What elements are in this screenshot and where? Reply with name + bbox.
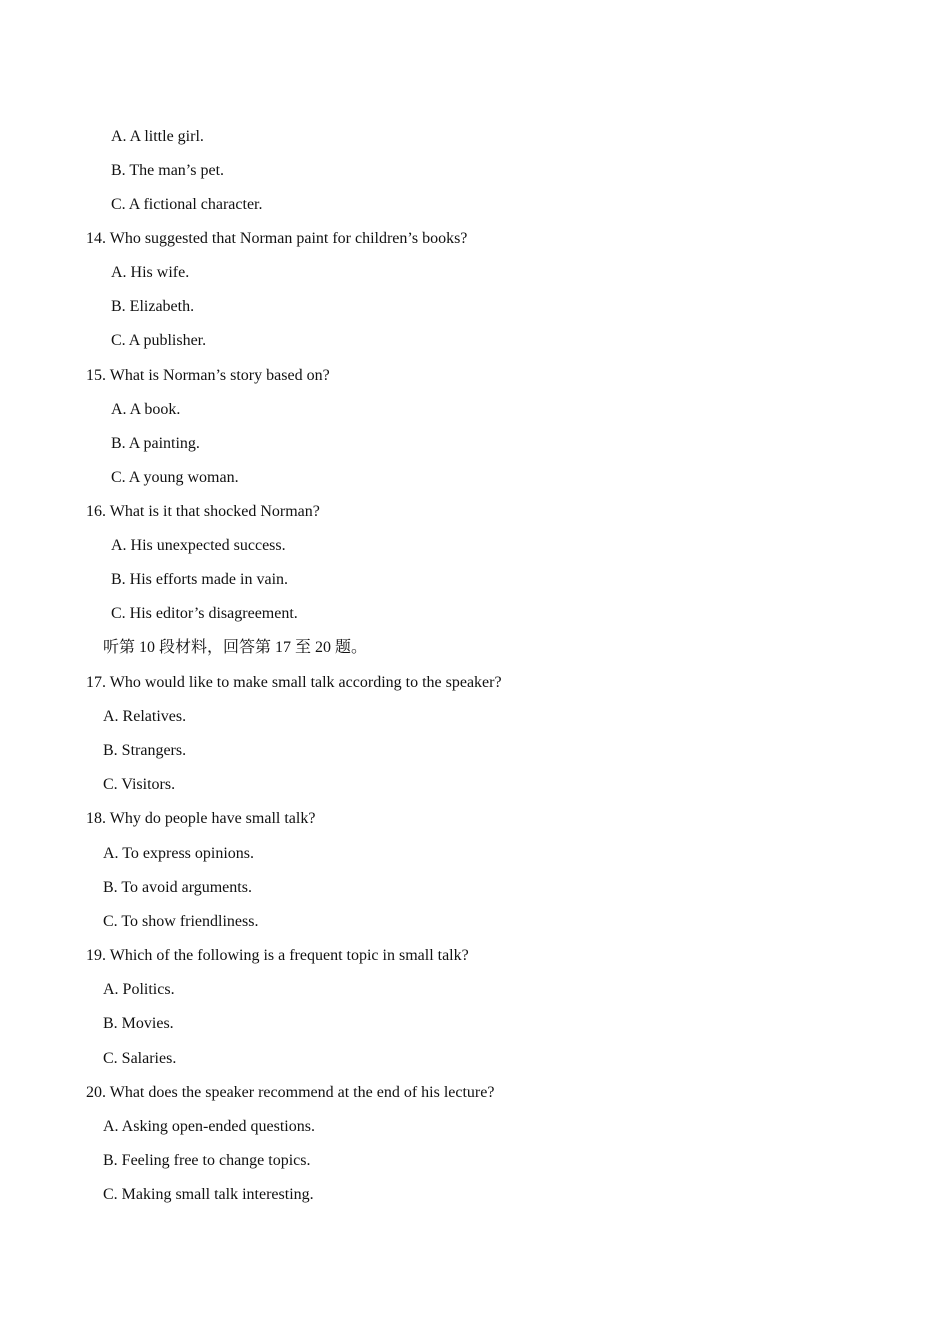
q17-option-b: B. Strangers.	[103, 742, 187, 759]
q17-option-a: A. Relatives.	[103, 708, 187, 725]
q17-option-c: C. Visitors.	[103, 776, 176, 793]
q13-option-b: B. The man’s pet.	[111, 162, 225, 179]
q18-question: 18. Why do people have small talk?	[86, 810, 316, 827]
q16-question: 16. What is it that shocked Norman?	[86, 503, 320, 520]
q18-option-c: C. To show friendliness.	[103, 913, 259, 930]
q13-option-c: C. A fictional character.	[111, 196, 263, 213]
q15-option-b: B. A painting.	[111, 435, 200, 452]
section-instruction: 听第 10 段材料，回答第 17 至 20 题。	[103, 639, 368, 656]
q19-option-a: A. Politics.	[103, 981, 175, 998]
q20-option-c: C. Making small talk interesting.	[103, 1186, 314, 1203]
q20-option-b: B. Feeling free to change topics.	[103, 1152, 311, 1169]
q16-option-c: C. His editor’s disagreement.	[111, 605, 298, 622]
q14-question: 14. Who suggested that Norman paint for children’s books?	[86, 230, 468, 247]
q16-option-b: B. His efforts made in vain.	[111, 571, 289, 588]
q15-option-a: A. A book.	[111, 401, 181, 418]
q20-question: 20. What does the speaker recommend at the end of his lecture?	[86, 1084, 495, 1101]
q13-option-a: A. A little girl.	[111, 128, 204, 145]
q16-option-a: A. His unexpected success.	[111, 537, 286, 554]
q18-option-b: B. To avoid arguments.	[103, 879, 252, 896]
q15-option-c: C. A young woman.	[111, 469, 239, 486]
q19-question: 19. Which of the following is a frequent topic in small talk?	[86, 947, 469, 964]
q15-question: 15. What is Norman’s story based on?	[86, 367, 330, 384]
q14-option-c: C. A publisher.	[111, 332, 207, 349]
q17-question: 17. Who would like to make small talk according to the speaker?	[86, 674, 502, 691]
q20-option-a: A. Asking open-ended questions.	[103, 1118, 315, 1135]
q18-option-a: A. To express opinions.	[103, 845, 255, 862]
q14-option-b: B. Elizabeth.	[111, 298, 195, 315]
q19-option-b: B. Movies.	[103, 1015, 174, 1032]
q19-option-c: C. Salaries.	[103, 1050, 177, 1067]
q14-option-a: A. His wife.	[111, 264, 190, 281]
